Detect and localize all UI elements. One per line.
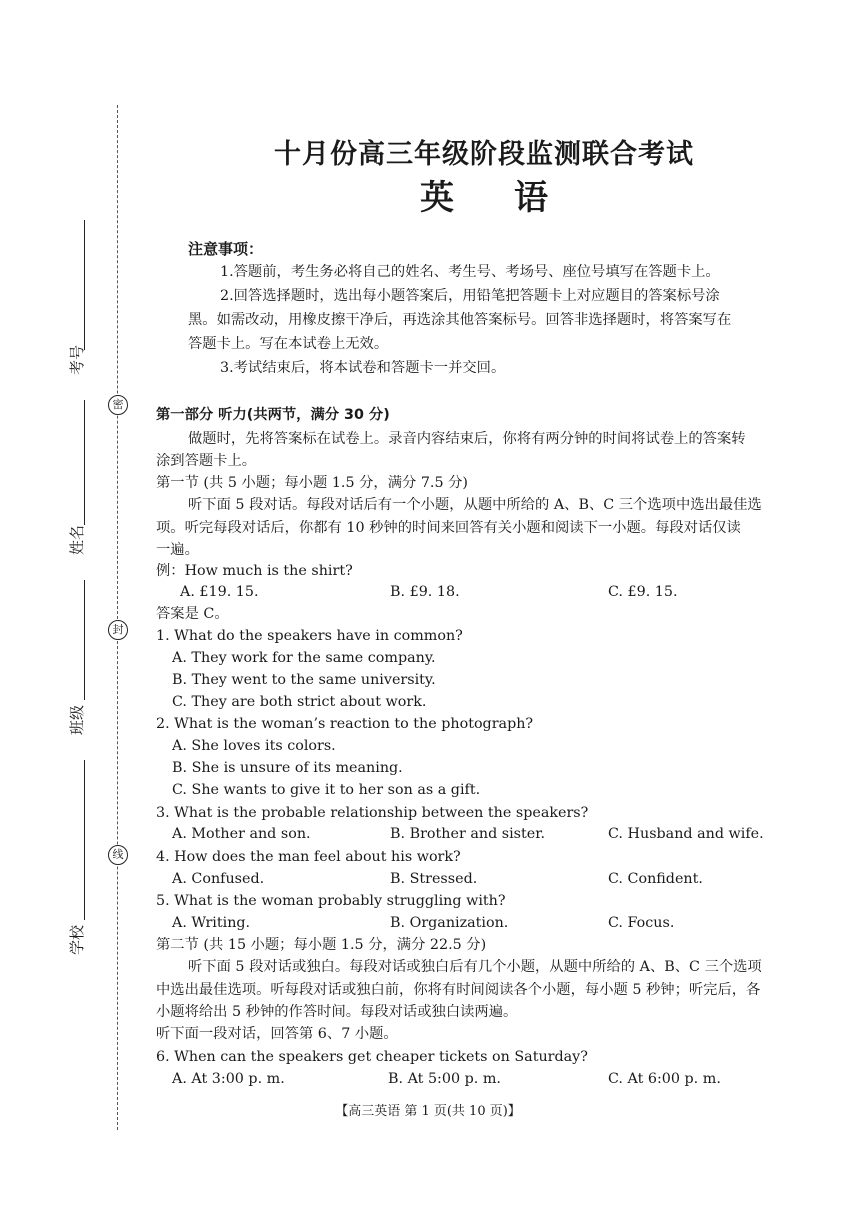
example-answer: 答案是 C。 (156, 606, 229, 622)
section2-heading: 第二节 (共 15 小题；每小题 1.5 分，满分 22.5 分) (156, 937, 487, 953)
example-option-a: A. £19. 15. (180, 584, 259, 600)
name-line[interactable] (84, 400, 85, 525)
q6-option-a[interactable]: A. At 3:00 p. m. (172, 1071, 285, 1087)
binding-margin (0, 0, 140, 1226)
q5-option-c[interactable]: C. Focus. (608, 915, 675, 931)
exam-subject: 英语 (420, 178, 608, 218)
section1-heading: 第一节 (共 5 小题；每小题 1.5 分，满分 7.5 分) (156, 475, 468, 491)
section2-instructions: 听下面 5 段对话或独白。每段对话或独白后有几个小题，从题中所给的 A、B、C 三个选项 (188, 959, 762, 975)
page-footer: 【高三英语 第 1 页(共 10 页)】 (335, 1104, 521, 1119)
q2-option-c[interactable]: C. She wants to give it to her son as a gift. (172, 782, 481, 798)
exam-number-line[interactable] (84, 220, 85, 350)
note-line: 答题卡上。写在本试卷上无效。 (188, 336, 389, 352)
q5-option-b[interactable]: B. Organization. (390, 915, 509, 931)
q4-option-b[interactable]: B. Stressed. (390, 871, 478, 887)
note-line: 黑。如需改动，用橡皮擦干净后，再选涂其他答案标号。回答非选择题时，将答案写在 (188, 312, 732, 328)
question-5: 5. What is the woman probably struggling with? (156, 893, 506, 909)
q6-option-c[interactable]: C. At 6:00 p. m. (608, 1071, 721, 1087)
q1-option-b[interactable]: B. They went to the same university. (172, 672, 436, 688)
name-label: 姓名 (68, 524, 86, 555)
example-option-c: C. £9. 15. (608, 584, 678, 600)
exam-title: 十月份高三年级阶段监测联合考试 (274, 139, 694, 170)
question-3: 3. What is the probable relationship between the speakers? (156, 805, 589, 821)
part1-intro: 做题时，先将答案标在试卷上。录音内容结束后，你将有两分钟的时间将试卷上的答案转 (188, 431, 746, 447)
cut-line (117, 105, 118, 1130)
part1-intro: 涂到答题卡上。 (156, 453, 257, 469)
section1-instructions: 项。听完每段对话后，你都有 10 秒钟的时间来回答有关小题和阅读下一小题。每段对话仅读 (156, 520, 741, 536)
example-question: 例：How much is the shirt? (156, 563, 353, 579)
question-2: 2. What is the woman’s reaction to the photograph? (156, 716, 534, 732)
q1-option-a[interactable]: A. They work for the same company. (172, 650, 436, 666)
school-label: 学校 (68, 924, 86, 955)
q4-option-c[interactable]: C. Confident. (608, 871, 703, 887)
school-line[interactable] (84, 760, 85, 920)
part1-heading: 第一部分 听力(共两节，满分 30 分) (156, 407, 390, 423)
seal-mi: 密 (108, 395, 128, 415)
question-1: 1. What do the speakers have in common? (156, 628, 463, 644)
class-line[interactable] (84, 580, 85, 700)
group-intro: 听下面一段对话，回答第 6、7 小题。 (156, 1026, 398, 1042)
example-option-b: B. £9. 18. (390, 584, 460, 600)
q3-option-a[interactable]: A. Mother and son. (172, 826, 311, 842)
notes-heading: 注意事项： (188, 240, 264, 258)
section1-instructions: 一遍。 (156, 542, 199, 558)
seal-feng: 封 (108, 620, 128, 640)
section2-instructions: 中选出最佳选项。听每段对话或独白前，你将有时间阅读各个小题，每小题 5 秒钟；听完后，各 (156, 982, 761, 998)
seal-xian: 线 (108, 845, 128, 865)
q2-option-a[interactable]: A. She loves its colors. (172, 738, 336, 754)
note-line: 3.考试结束后，将本试卷和答题卡一并交回。 (220, 360, 506, 376)
note-line: 2.回答选择题时，选出每小题答案后，用铅笔把答题卡上对应题目的答案标号涂 (220, 288, 720, 304)
q3-option-b[interactable]: B. Brother and sister. (390, 826, 546, 842)
q4-option-a[interactable]: A. Confused. (172, 871, 265, 887)
class-label: 班级 (68, 704, 86, 735)
question-6: 6. When can the speakers get cheaper tickets on Saturday? (156, 1049, 588, 1065)
q5-option-a[interactable]: A. Writing. (172, 915, 251, 931)
question-4: 4. How does the man feel about his work? (156, 849, 461, 865)
q6-option-b[interactable]: B. At 5:00 p. m. (388, 1071, 501, 1087)
section2-instructions: 小题将给出 5 秒钟的作答时间。每段对话或独白读两遍。 (156, 1004, 518, 1020)
exam-number-label: 考号 (68, 344, 86, 375)
q2-option-b[interactable]: B. She is unsure of its meaning. (172, 760, 403, 776)
q1-option-c[interactable]: C. They are both strict about work. (172, 694, 427, 710)
section1-instructions: 听下面 5 段对话。每段对话后有一个小题，从题中所给的 A、B、C 三个选项中选出最佳选 (188, 497, 762, 513)
note-line: 1.答题前，考生务必将自己的姓名、考生号、考场号、座位号填写在答题卡上。 (220, 264, 720, 280)
q3-option-c[interactable]: C. Husband and wife. (608, 826, 764, 842)
